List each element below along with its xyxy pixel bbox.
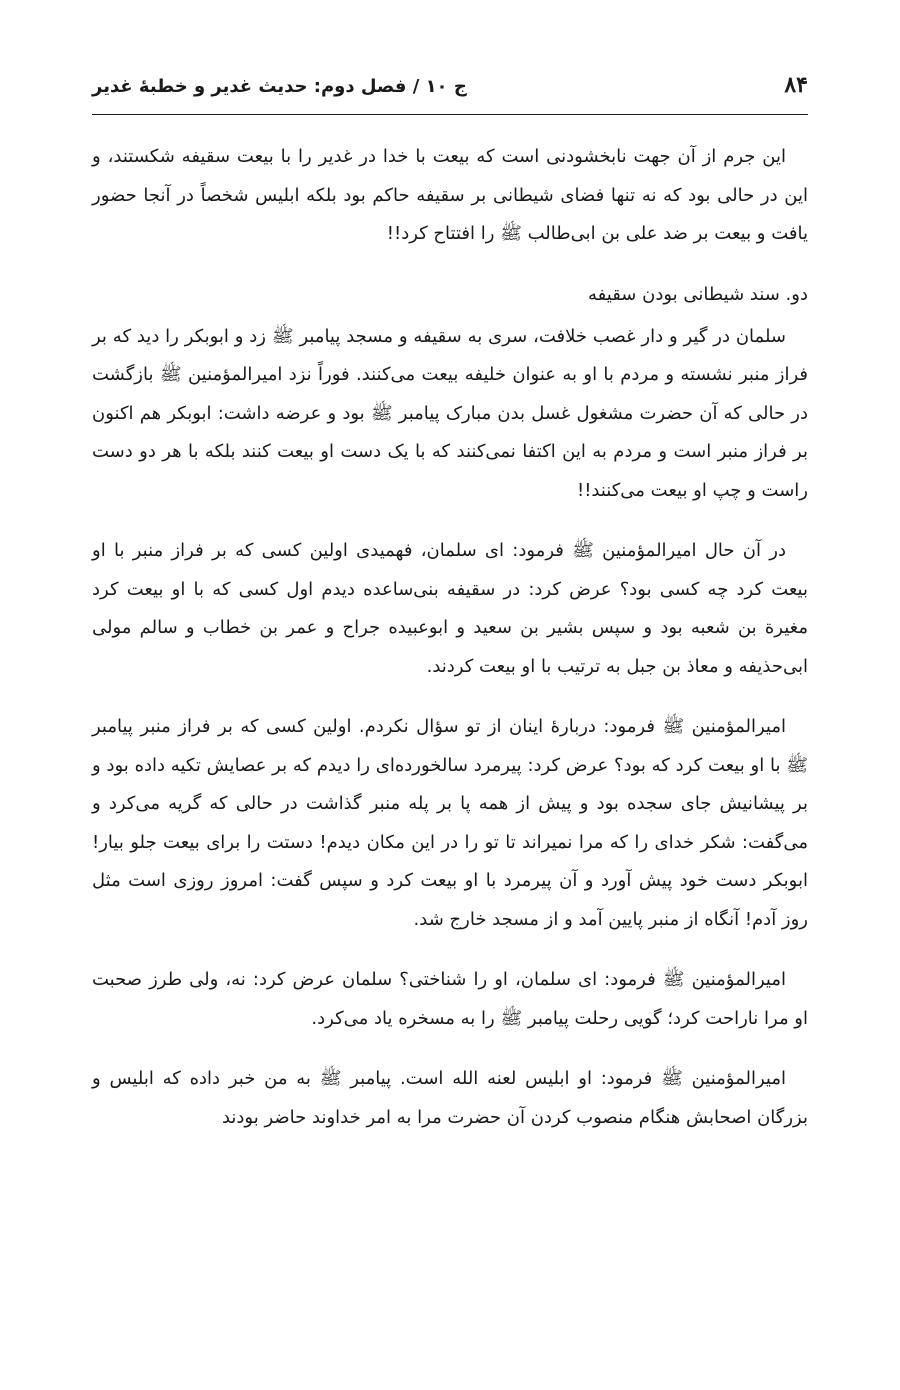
paragraph: امیرالمؤمنین ﷺ فرمود: ای سلمان، او را شناختی؟ سلمان عرض کرد: نه، ولی طرز صحبت او مرا ناراحت کرد؛ گویی رحلت پیامبر ﷺ را به مسخره یاد می‌کرد. — [92, 969, 808, 1029]
page-number: ۸۴ — [784, 72, 808, 98]
book-page — [92, 0, 808, 1390]
body-text — [92, 138, 808, 1159]
paragraph: در آن حال امیرالمؤمنین ﷺ فرمود: ای سلمان، فهمیدی اولین کسی که بر فراز منبر با او بیعت کرد چه کسی بود؟ عرض کرد: در سقیفه بنی‌ساعده دیدم اول کسی که با او بیعت کرد مغیرة بن شعبه بود و سپس بشیر بن سعید و ابوعبیده جراح و عمر بن خطاب و سالم مولی ابی‌حذیفه و معاذ بن جبل به ترتیب با او بیعت کردند. — [92, 540, 808, 677]
section-heading: دو. سند شیطانی بودن سقیفه — [588, 283, 808, 305]
paragraph: امیرالمؤمنین ﷺ فرمود: دربارۀ اینان از تو سؤال نکردم. اولین کسی که بر فراز منبر پیامبر ﷺ با او بیعت کرد که بود؟ عرض کرد: پیرمرد سالخورده‌ای را دیدم که بر عصایش تکیه داده بود و بر پیشانیش جای سجده بود و پیش از همه پا بر پله منبر گذاشت در حالی که گریه می‌کرد و می‌گفت: شکر خدای را که مرا نمیراند تا تو را در این مکان دیدم! دستت را برای بیعت جلو بیار! ابوبکر دست خود پیش آورد و آن پیرمرد با او بیعت کرد و سپس گفت: امروز روزی است مثل روز آدم! آنگاه از منبر پایین آمد و از مسجد خارج شد. — [92, 716, 808, 930]
paragraph: این جرم از آن جهت نابخشودنی است که بیعت با خدا در غدیر را با بیعت سقیفه شکستند، و این در حالی بود که نه تنها فضای شیطانی بر سقیفه حاکم بود بلکه ابلیس شخصاً در آنجا حضور یافت و بیعت بر ضد علی بن ابی‌طالب ﷺ را افتتاح کرد!! — [92, 146, 808, 244]
paragraph: امیرالمؤمنین ﷺ فرمود: او ابلیس لعنه الله است. پیامبر ﷺ به من خبر داده که ابلیس و بزرگان اصحابش هنگام منصوب کردن آن حضرت مرا به امر خداوند حاضر بودند — [92, 1068, 808, 1128]
running-title: ج ۱۰ / فصل دوم: حدیث غدیر و خطبۀ غدیر — [92, 76, 467, 97]
page-header — [92, 70, 808, 115]
paragraph: سلمان در گیر و دار غصب خلافت، سری به سقیفه و مسجد پیامبر ﷺ زد و ابوبکر را دید که بر فراز منبر نشسته و مردم با او به عنوان خلیفه بیعت می‌کنند. فوراً نزد امیرالمؤمنین ﷺ بازگشت در حالی که آن حضرت مشغول غسل بدن مبارک پیامبر ﷺ بود و عرضه داشت: ابوبکر هم اکنون بر فراز منبر است و مردم به این اکتفا نمی‌کنند که با یک دست او بیعت کنند بلکه با هر دو دست راست و چپ او بیعت می‌کنند!! — [92, 325, 808, 501]
